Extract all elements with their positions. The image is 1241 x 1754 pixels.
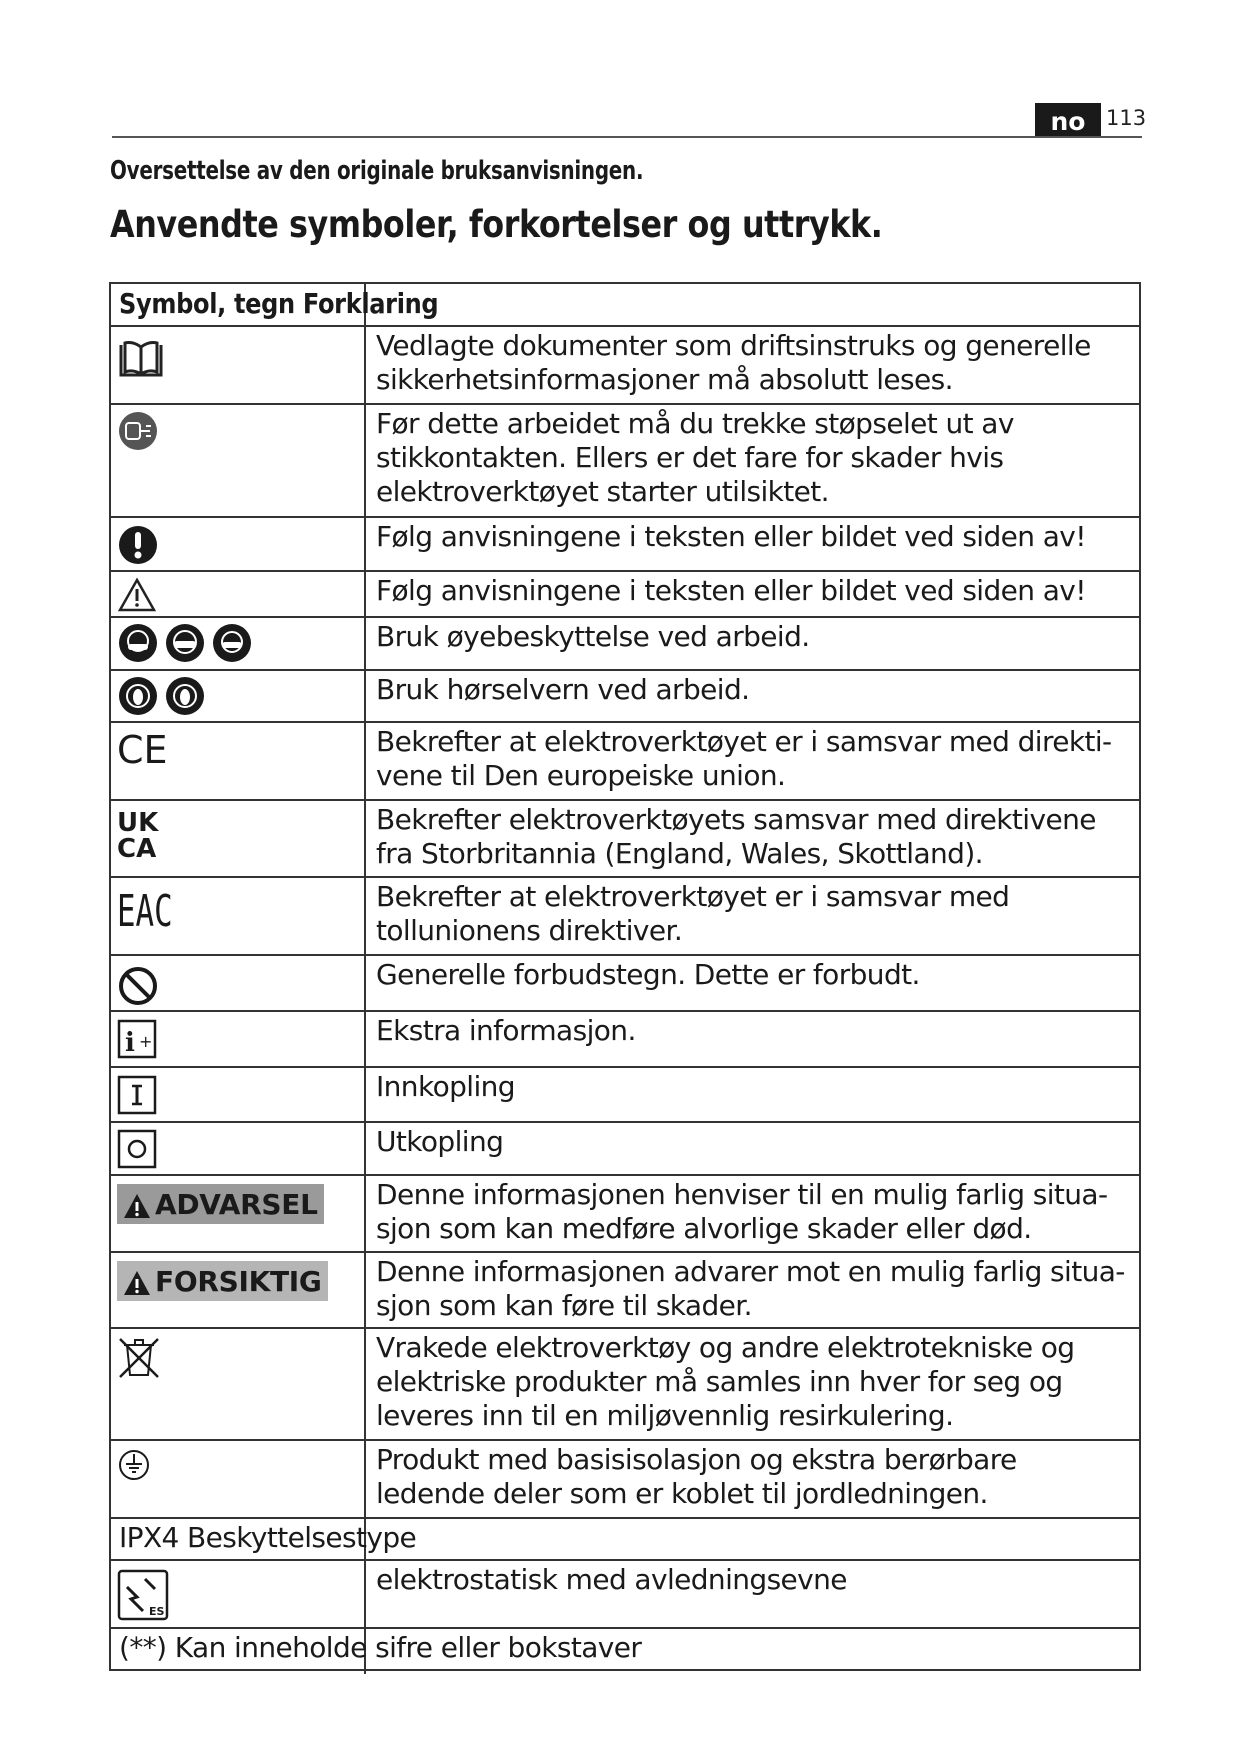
table-row [111, 954, 1139, 1010]
switch-on-icon [117, 1075, 159, 1117]
table-row [111, 1174, 1139, 1251]
row-text: Vrakede elektroverktøy og andre elektrotekniske og elektriske produkter må samles inn hver for seg og leveres inn til en miljøvennlig resirkulering. [376, 1331, 1075, 1432]
prohibition-icon [117, 965, 159, 1007]
weee-bin-icon [117, 1335, 161, 1381]
table-row [111, 325, 1139, 403]
row-text: Denne informasjonen advarer mot en mulig farlig situa- sjon som kan føre til skader. [376, 1255, 1125, 1322]
row-text: Bekrefter at elektroverktøyet er i samsvar med direkti- vene til Den europeiske union. [376, 725, 1112, 792]
document-subtitle: Oversettelse av den originale bruksanvisningen. [110, 156, 644, 186]
page-title: Anvendte symboler, forkortelser og uttrykk. [110, 203, 883, 246]
row-text: Bekrefter elektroverktøyets samsvar med direktivene fra Storbritannia (England, Wales, Skottland). [376, 803, 1096, 870]
symbols-table [109, 282, 1141, 1671]
svg-text:UK: UK [117, 808, 159, 838]
hearing-protection-icons [117, 675, 212, 717]
full-width-text: IPX4 Beskyttelsestype [119, 1521, 417, 1554]
exclamation-circle-icon [117, 524, 159, 566]
table-header-row [111, 284, 1139, 325]
row-text: Utkopling [376, 1125, 504, 1158]
row-text: Før dette arbeidet må du trekke støpselet ut av stikkontakten. Ellers er det fare for skader hvis elektroverktøyet starter utilsiktet. [376, 407, 1014, 508]
table-row [111, 721, 1139, 799]
full-width-text: (**) Kan inneholde sifre eller bokstaver [119, 1631, 642, 1664]
row-text: Følg anvisningene i teksten eller bildet ved siden av! [376, 574, 1086, 607]
row-text: Bruk øyebeskyttelse ved arbeid. [376, 620, 810, 653]
row-text: Produkt med basisisolasjon og ekstra berørbare ledende deler som er koblet til jordledningen. [376, 1443, 1017, 1510]
warning-triangle-icon [117, 577, 157, 613]
warning-triangle-icon [123, 1193, 151, 1219]
table-row [111, 1627, 1139, 1669]
row-text: Bekrefter at elektroverktøyet er i samsvar med tollunionens direktiver. [376, 880, 1010, 947]
row-text: Innkopling [376, 1070, 515, 1103]
eye-protection-icons [117, 622, 257, 664]
page-number: 113 [1106, 106, 1147, 130]
warning-triangle-icon [123, 1270, 151, 1296]
table-row [111, 570, 1139, 616]
row-text: elektrostatisk med avledningsevne [376, 1563, 847, 1596]
table-row [111, 616, 1139, 669]
eac-mark-icon [117, 886, 177, 930]
ce-mark-icon [117, 729, 177, 769]
signal-warning [117, 1184, 324, 1224]
signal-caution [117, 1261, 328, 1301]
table-row [111, 876, 1139, 954]
esd-icon [117, 1569, 171, 1623]
header-rule [112, 136, 1142, 138]
switch-off-icon [117, 1129, 159, 1171]
table-row [111, 1327, 1139, 1439]
table-row [111, 1010, 1139, 1066]
table-row [111, 1066, 1139, 1121]
table-row [111, 1251, 1139, 1327]
table-row [111, 669, 1139, 721]
row-text: Bruk hørselvern ved arbeid. [376, 673, 750, 706]
table-row [111, 516, 1139, 570]
row-text: Ekstra informasjon. [376, 1014, 636, 1047]
table-row [111, 1121, 1139, 1174]
svg-text:CA: CA [117, 834, 157, 863]
row-text: Følg anvisningene i teksten eller bildet ved siden av! [376, 520, 1086, 553]
table-header: Symbol, tegn Forklaring [119, 287, 439, 320]
svg-text:i: i [125, 1028, 135, 1058]
advarsel-label: ADVARSEL [117, 1184, 324, 1224]
row-text: Vedlagte dokumenter som driftsinstruks og generelle sikkerhetsinformasjoner må absolutt leses. [376, 329, 1091, 396]
language-badge: no [1035, 103, 1101, 137]
manual-book-icon [117, 339, 165, 379]
row-text: Denne informasjonen henviser til en mulig farlig situa- sjon som kan medføre alvorlige skader eller død. [376, 1178, 1108, 1245]
table-row [111, 1559, 1139, 1627]
svg-text:+: + [139, 1032, 153, 1051]
table-row [111, 1439, 1139, 1517]
info-plus-icon [117, 1019, 159, 1061]
unplug-icon [117, 410, 159, 452]
protective-earth-icon [117, 1448, 151, 1482]
forsiktig-label: FORSIKTIG [117, 1261, 328, 1301]
svg-text:EAC: EAC [117, 886, 173, 930]
table-row [111, 799, 1139, 876]
ukca-mark-icon [117, 807, 169, 863]
table-row [111, 1517, 1139, 1559]
table-row [111, 403, 1139, 516]
row-text: Generelle forbudstegn. Dette er forbudt. [376, 958, 920, 991]
svg-text:ES: ES [149, 1605, 165, 1618]
svg-text:CE: CE [117, 729, 168, 769]
